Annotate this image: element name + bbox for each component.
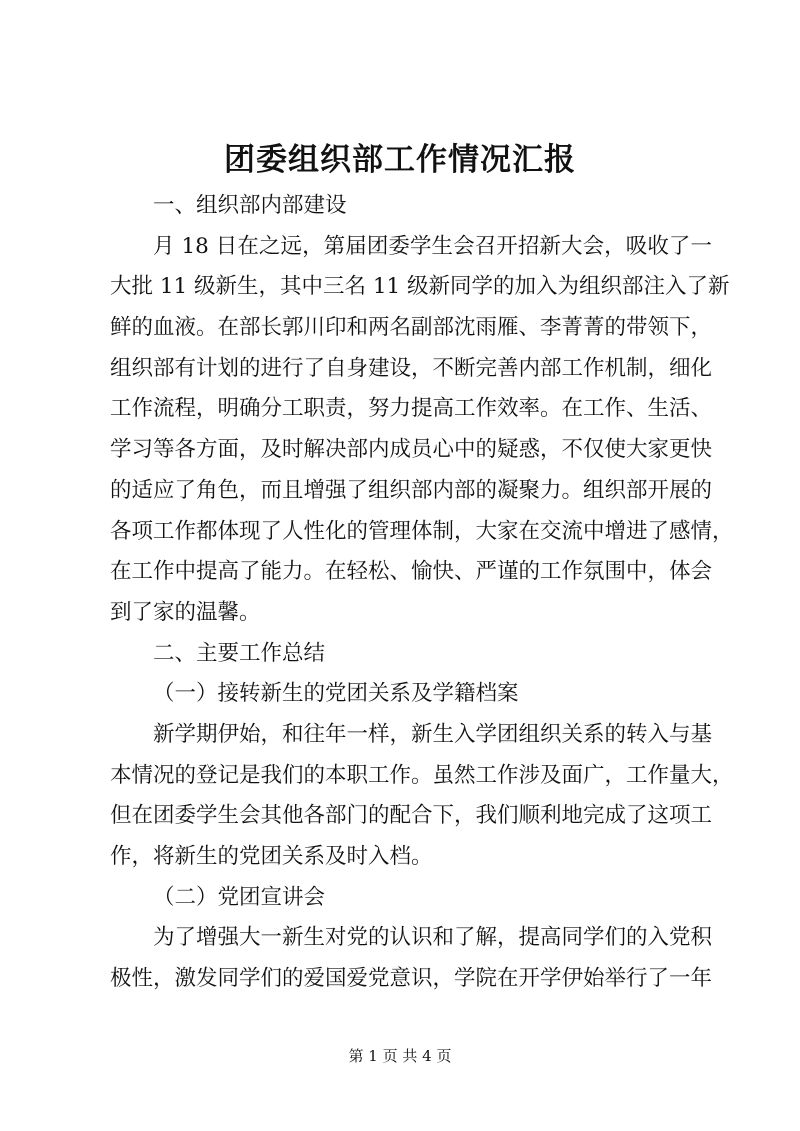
paragraph-line: 为了增强大一新生对党的认识和了解，提高同学们的入党积 — [153, 925, 713, 951]
document-title: 团委组织部工作情况汇报 — [224, 142, 576, 178]
paragraph-line: 鲜的血液。在部长郭川印和两名副部沈雨雁、李菁菁的带领下， — [110, 315, 713, 341]
paragraph-line: 到了家的温馨。 — [110, 599, 261, 625]
paragraph-line: 但在团委学生会其他各部门的配合下，我们顺利地完成了这项工 — [110, 803, 713, 829]
paragraph-line: 学习等各方面，及时解决部内成员心中的疑惑，不仅使大家更快 — [110, 437, 713, 463]
paragraph-line: 的适应了角色，而且增强了组织部内部的凝聚力。组织部开展的 — [110, 477, 713, 503]
subsection-heading: （二）党团宣讲会 — [153, 884, 326, 910]
paragraph-line: 各项工作都体现了人性化的管理体制，大家在交流中增进了感情， — [110, 518, 734, 544]
page-footer: 第 1 页 共 4 页 — [348, 1047, 452, 1065]
section-heading: 二、主要工作总结 — [153, 640, 326, 666]
paragraph-line: 在工作中提高了能力。在轻松、愉快、严谨的工作氛围中，体会 — [110, 559, 713, 585]
paragraph-line: 作，将新生的党团关系及时入档。 — [110, 844, 433, 869]
paragraph-line: 新学期伊始，和往年一样，新生入学团组织关系的转入与基 — [153, 721, 713, 747]
paragraph-line: 大批 11 级新生，其中三名 11 级新同学的加入为组织部注入了新 — [110, 274, 730, 300]
section-heading: 一、组织部内部建设 — [153, 193, 347, 218]
paragraph-line: 月 18 日在之远，第届团委学生会召开招新大会，吸收了一 — [153, 233, 712, 259]
document-body — [110, 186, 734, 1000]
paragraph-line: 工作流程，明确分工职责，努力提高工作效率。在工作、生活、 — [110, 396, 713, 422]
paragraph-line: 极性，激发同学们的爱国爱党意识，学院在开学伊始举行了一年 — [110, 966, 713, 992]
subsection-heading: （一）接转新生的党团关系及学籍档案 — [153, 681, 519, 707]
paragraph-line: 组织部有计划的进行了自身建设，不断完善内部工作机制，细化 — [110, 355, 713, 381]
paragraph-line: 本情况的登记是我们的本职工作。虽然工作涉及面广，工作量大， — [110, 762, 734, 788]
